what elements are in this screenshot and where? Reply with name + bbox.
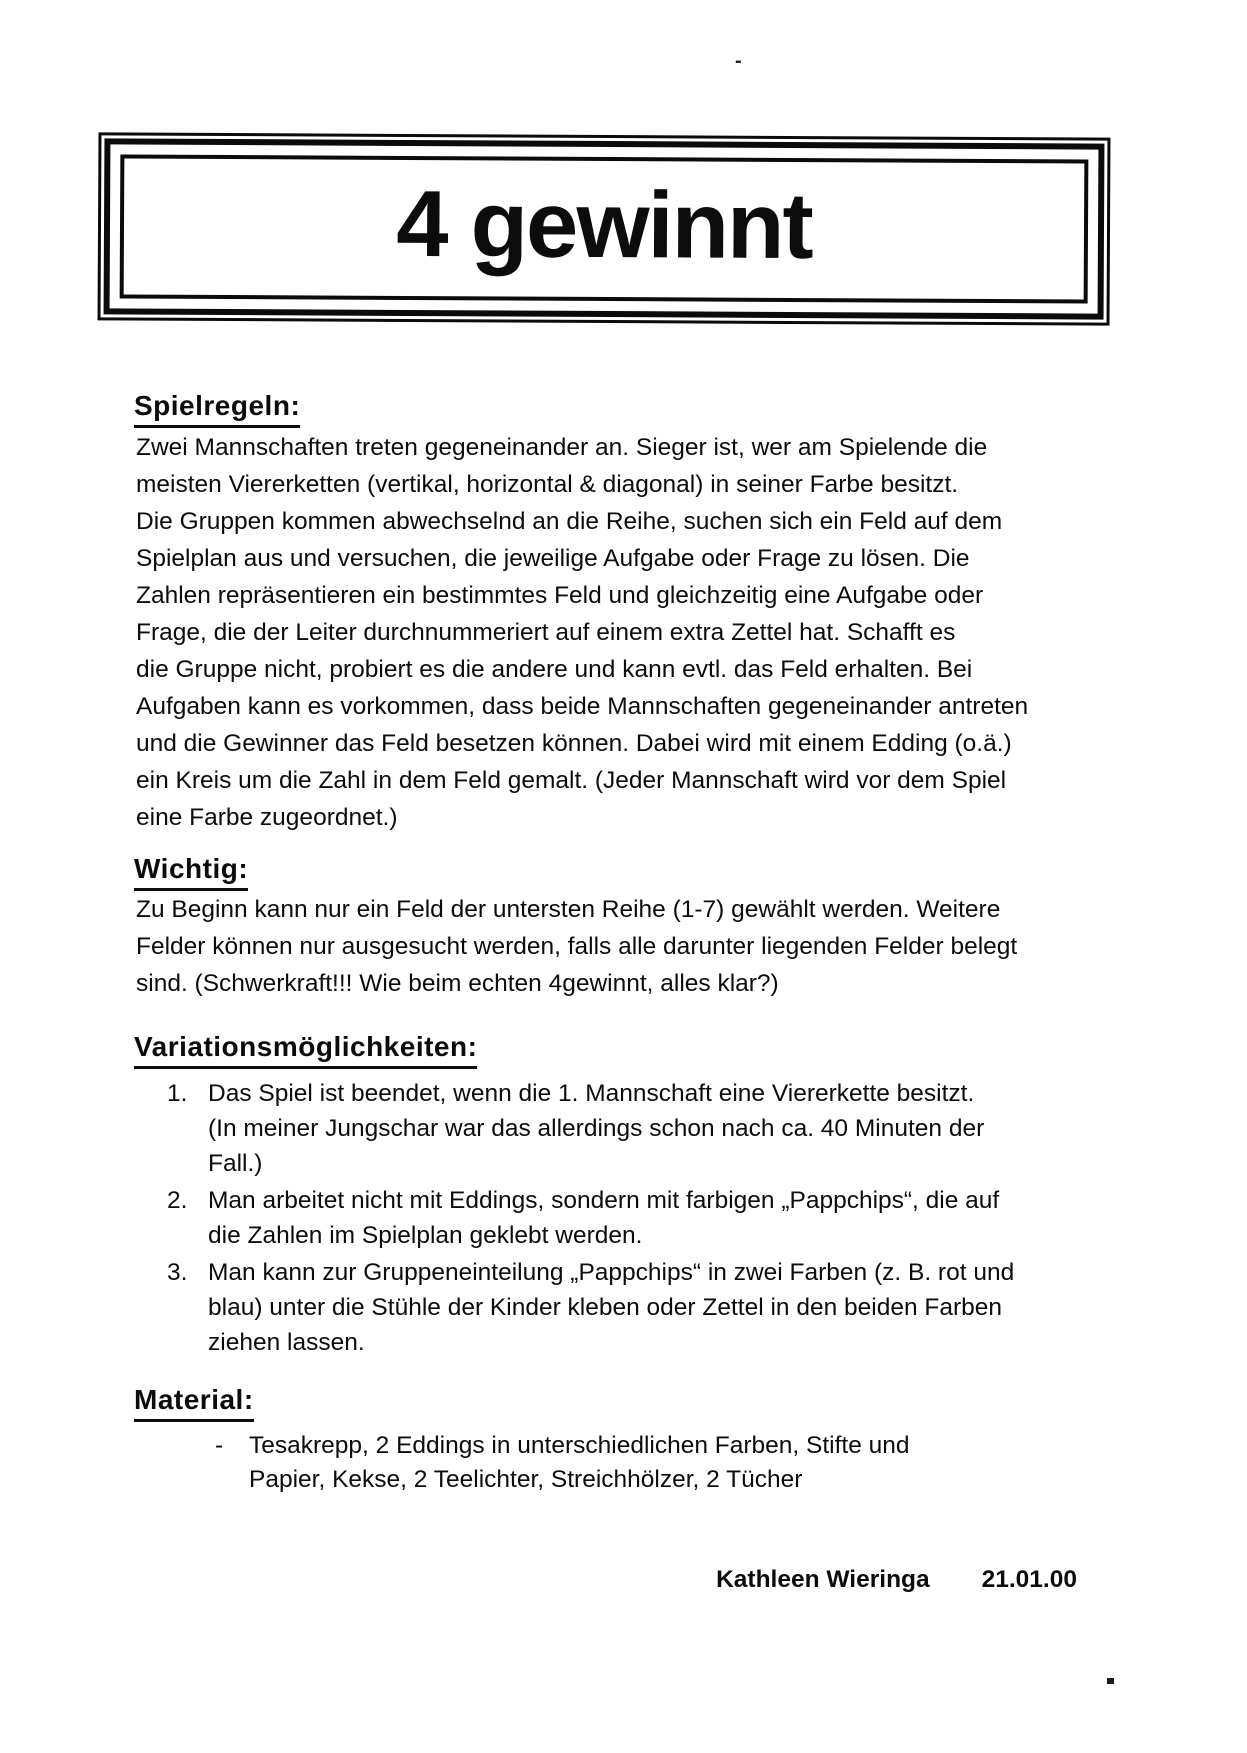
text-line: Das Spiel ist beendet, wenn die 1. Mannschaft eine Viererkette besitzt. — [208, 1080, 975, 1107]
text-line: ein Kreis um die Zahl in dem Feld gemalt. (Jeder Mannschaft wird vor dem Spiel — [136, 767, 1007, 794]
scan-artifact-dash: - — [735, 50, 742, 72]
title-frame-outer-rule — [98, 132, 1111, 325]
list-item-text — [208, 1187, 999, 1257]
list-item-dash: - — [215, 1432, 224, 1459]
heading-variationsmoeglichkeiten: Variationsmöglichkeiten: — [134, 1031, 477, 1069]
text-line: die Zahlen im Spielplan geklebt werden. — [208, 1222, 643, 1249]
text-line: Fall.) — [208, 1150, 263, 1177]
material-list — [136, 1432, 910, 1500]
text-line: sind. (Schwerkraft!!! Wie beim echten 4gewinnt, alles klar?) — [136, 970, 779, 997]
list-item-text — [208, 1080, 984, 1185]
text-line: blau) unter die Stühle der Kinder kleben oder Zettel in den beiden Farben — [208, 1294, 1003, 1321]
list-item — [136, 1259, 1014, 1364]
text-line: Zwei Mannschaften treten gegeneinander an. Sieger ist, wer am Spielende die — [136, 434, 988, 461]
author-name: Kathleen Wieringa — [716, 1566, 930, 1593]
text-line: Die Gruppen kommen abwechselnd an die Reihe, suchen sich ein Feld auf dem — [136, 508, 1003, 535]
text-line: eine Farbe zugeordnet.) — [136, 804, 398, 831]
text-line: (In meiner Jungschar war das allerdings schon nach ca. 40 Minuten der — [208, 1115, 985, 1142]
list-item — [136, 1080, 1014, 1185]
text-line: Aufgaben kann es vorkommen, dass beide Mannschaften gegeneinander antreten — [136, 693, 1029, 720]
list-item — [136, 1432, 910, 1500]
document-title: 4 gewinnt — [396, 170, 813, 279]
document-date: 21.01.00 — [981, 1566, 1077, 1593]
title-frame — [98, 132, 1111, 325]
text-line: Man kann zur Gruppeneinteilung „Pappchips“ in zwei Farben (z. B. rot und — [208, 1259, 1015, 1286]
paragraph-wichtig — [136, 896, 1017, 1007]
list-item-number: 1. — [167, 1080, 188, 1107]
title-frame-inner-rule — [120, 154, 1089, 303]
text-line: Spielplan aus und versuchen, die jeweilige Aufgabe oder Frage zu lösen. Die — [136, 545, 970, 572]
signature-line — [0, 1566, 1077, 1594]
text-line: Zu Beginn kann nur ein Feld der untersten Reihe (1-7) gewählt werden. Weitere — [136, 896, 1001, 923]
list-item-text — [249, 1432, 910, 1500]
text-line: Zahlen repräsentieren ein bestimmtes Feld und gleichzeitig eine Aufgabe oder — [136, 582, 984, 609]
list-item-number: 2. — [167, 1187, 188, 1214]
text-line: Frage, die der Leiter durchnummeriert auf einem extra Zettel hat. Schafft es — [136, 619, 956, 646]
list-item — [136, 1187, 1014, 1257]
text-line: ziehen lassen. — [208, 1329, 365, 1356]
text-line: und die Gewinner das Feld besetzen können. Dabei wird mit einem Edding (o.ä.) — [136, 730, 1012, 757]
title-frame-thick-rule — [104, 138, 1105, 319]
list-item-text — [208, 1259, 1014, 1364]
heading-spielregeln: Spielregeln: — [134, 390, 300, 428]
text-line: Man arbeitet nicht mit Eddings, sondern mit farbigen „Pappchips“, die auf — [208, 1187, 1000, 1214]
text-line: die Gruppe nicht, probiert es die andere und kann evtl. das Feld erhalten. Bei — [136, 656, 973, 683]
text-line: Felder können nur ausgesucht werden, falls alle darunter liegenden Felder belegt — [136, 933, 1018, 960]
text-line: Papier, Kekse, 2 Teelichter, Streichhölzer, 2 Tücher — [249, 1466, 803, 1493]
heading-material: Material: — [134, 1384, 254, 1422]
text-line: meisten Viererketten (vertikal, horizontal & diagonal) in seiner Farbe besitzt. — [136, 471, 959, 498]
paragraph-spielregeln — [136, 434, 1028, 841]
heading-wichtig: Wichtig: — [134, 853, 248, 891]
text-line: Tesakrepp, 2 Eddings in unterschiedlichen Farben, Stifte und — [249, 1432, 910, 1459]
scan-artifact-speck — [1107, 1678, 1114, 1684]
variation-list — [136, 1080, 1014, 1366]
list-item-number: 3. — [167, 1259, 188, 1286]
